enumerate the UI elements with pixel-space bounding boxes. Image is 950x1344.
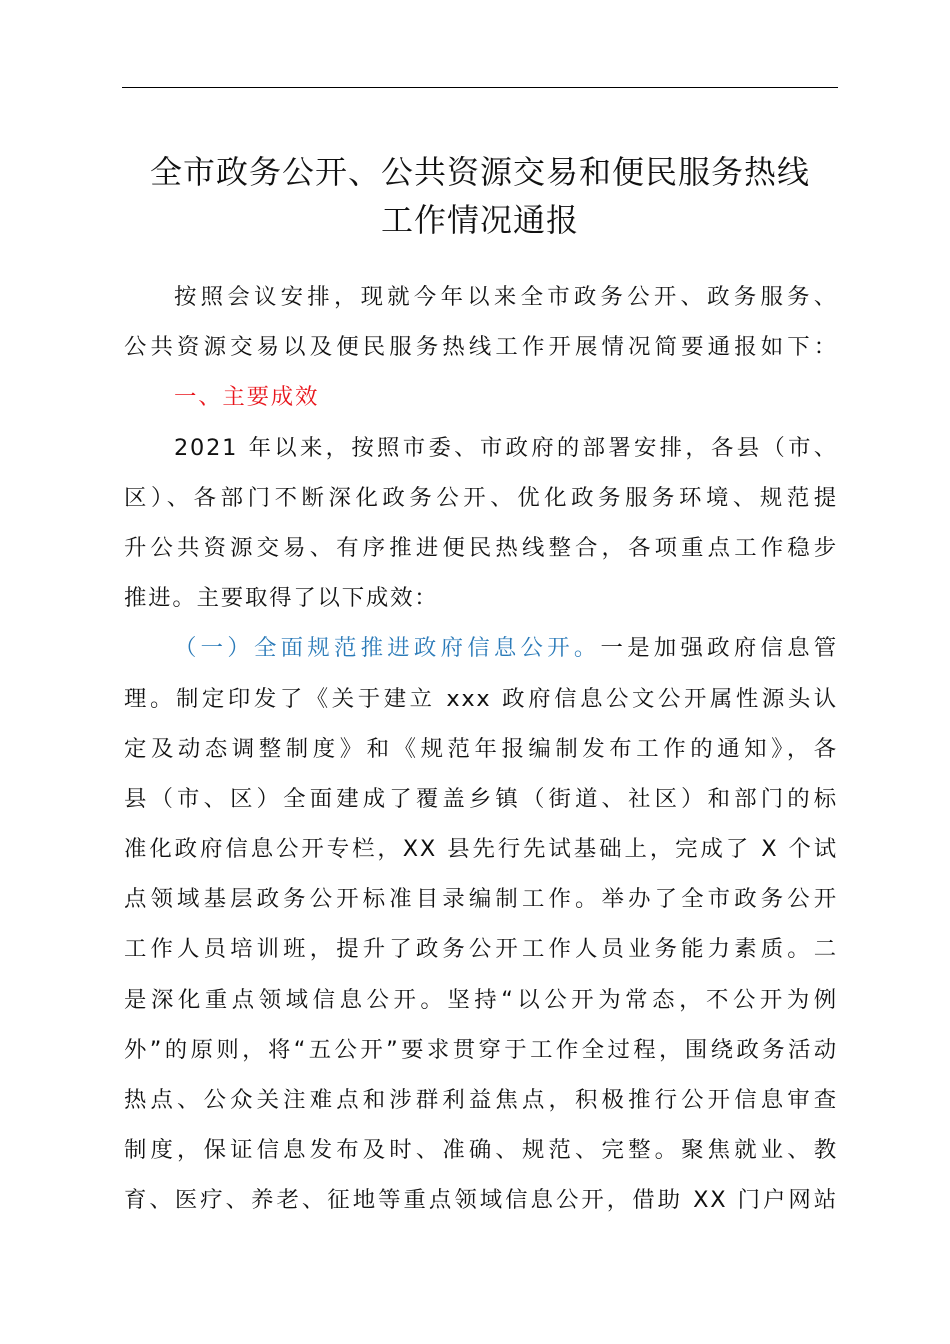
paragraph-3-line-9: 外”的原则，将“五公开”要求贯穿于工作全过程，围绕政务活动 [124,1036,838,1063]
paragraph-2-line-4: 推进。主要取得了以下成效： [124,585,439,612]
paragraph-3-line-11: 制度，保证信息发布及时、准确、规范、完整。聚焦就业、教 [124,1137,838,1164]
intro-line-1: 按照会议安排，现就今年以来全市政务公开、政务服务、 [174,284,838,310]
paragraph-3-line-4: 县（市、区）全面建成了覆盖乡镇（街道、社区）和部门的标 [124,785,838,812]
document-body [124,272,838,1226]
paragraph-3-line-12: 育、医疗、养老、征地等重点领域信息公开，借助 XX 门户网站 [124,1187,838,1214]
paragraph-3-line-1 [124,623,838,673]
document-title [110,148,850,244]
header-rule [122,87,838,88]
paragraph-2-line-3: 升公共资源交易、有序推进便民热线整合，各项重点工作稳步 [124,534,838,561]
paragraph-3-line-7: 工作人员培训班，提升了政务公开工作人员业务能力素质。二 [124,936,838,963]
intro-line-2: 公共资源交易以及便民服务热线工作开展情况简要通报如下： [124,334,838,361]
paragraph-3-line-5: 准化政府信息公开专栏，XX 县先行先试基础上，完成了 X 个试 [124,836,838,863]
paragraph-2-line-2: 区）、各部门不断深化政务公开、优化政务服务环境、规范提 [124,484,838,511]
subsection-heading-info-disclosure: （一）全面规范推进政府信息公开。 [174,635,601,662]
paragraph-3-line-2: 理。制定印发了《关于建立 xxx 政府信息公文公开属性源头认 [124,685,838,712]
title-line-2: 工作情况通报 [380,201,579,239]
paragraph-3-line-6: 点领域基层政务公开标准目录编制工作。举办了全市政务公开 [124,886,838,913]
paragraph-3-line-1-text: 一是加强政府信息管 [600,635,838,662]
paragraph-3-line-10: 热点、公众关注难点和涉群利益焦点，积极推行公开信息审查 [124,1087,838,1113]
paragraph-2-line-1: 2021 年以来，按照市委、市政府的部署安排，各县（市、 [174,434,838,461]
paragraph-3-line-8: 是深化重点领域信息公开。坚持“以公开为常态，不公开为例 [124,986,838,1013]
section-heading-main-results: 一、主要成效 [174,384,320,411]
title-line-1: 全市政务公开、公共资源交易和便民服务热线 [149,153,810,191]
paragraph-3-line-3: 定及动态调整制度》和《规范年报编制发布工作的通知》，各 [124,735,838,762]
